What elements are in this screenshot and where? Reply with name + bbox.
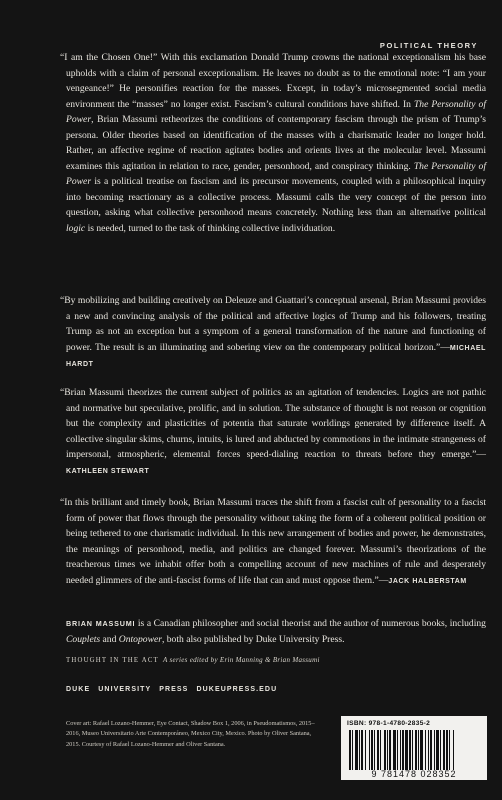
author-bio: BRIAN MASSUMI is a Canadian philosopher and social theorist and the author of numerous books, including Couplets and Ontopower, both also published by Duke University Press. xyxy=(66,618,486,645)
series-line: THOUGHT IN THE ACT A series edited by Erin Manning & Brian Massumi xyxy=(66,656,320,664)
book-title: The Personality of Power xyxy=(66,98,486,125)
quote-attribution: KATHLEEN STEWART xyxy=(66,467,150,475)
endorsement-quote: “By mobilizing and building creatively on Deleuze and Guattari’s conceptual arsenal, Brian Massumi provides a new and convincing analysis of the political and affective logics of Trump and his followers, treating Trump as not an exception but a symptom of a general transformation of the nature and functioning of power. The result is an illuminating and sobering view on the contemporary political horizon.”—MICHAEL HARDT xyxy=(60,295,486,368)
barcode-panel xyxy=(341,716,487,780)
quote-attribution: JACK HALBERSTAM xyxy=(388,577,467,585)
publisher-line: DUKE UNIVERSITY PRESS DUKEUPRESS.EDU xyxy=(66,686,278,693)
endorsement-quote: “Brian Massumi theorizes the current subject of politics as an agitation of tendencies. Logics are not pathic and normative but speculative, prolific, and in solution. The substance of thought is not reason or cognition but the complexity and plasticities of potentia that saturate worldings generated by difference itself. A collective singular skims, churns, intuits, is lured and abducted by commotions in the intimate strangeness of impersonal, atmospheric, elemental forces speed-dialing reaction to threats before they emerge.”—KATHLEEN STEWART xyxy=(60,387,486,475)
endorsement-quote: “In this brilliant and timely book, Brian Massumi traces the shift from a fascist cult of personality to a fascist form of power that flows through the personality without taking the form of a coherent political position or being tethered to one charismatic individual. In this new arrangement of bodies and power, he demonstrates, the meanings of personhood, media, and politics are changed forever. Massumi’s theorizations of the treacherous times we inhabit offer both a compelling account of new machines of rule and desperately needed glimmers of the anti-fascist forms of life that can and must oppose them.”—JACK HALBERSTAM xyxy=(60,497,486,586)
quote-attribution: MICHAEL HARDT xyxy=(66,344,486,368)
description-paragraph: “I am the Chosen One!” With this exclamation Donald Trump crowns the national exceptionalism his base upholds with a claim of personal exceptionalism. He leaves no doubt as to the emotional note: “I am your vengeance!” He personifies reaction for the masses. Except, in today’s microsegmented social media environment the “masses” no longer exist. Fascism’s cultural conditions have shifted. In The Personality of Power, Brian Massumi retheorizes the conditions of contemporary fascism through the prism of Trump’s persona. Older theories based on identification of the masses with a charismatic leader no longer hold. Rather, an affective regime of reaction agitates bodies and orients lives at the molecular level. Massumi examines this agitation in relation to race, gender, personhood, and conspiracy thinking. The Personality of Power is a political treatise on fascism and its precursor movements, coupled with a philosophical inquiry into becoming reactionary as a collective process. Massumi calls the very concept of the person into question, asking what collective personhood means concretely. Nothing less than an alternative political logic is needed, turned to the task of thinking collective individuation. xyxy=(60,52,486,234)
barcode-icon xyxy=(349,730,481,770)
book-description xyxy=(60,50,486,236)
isbn-text: ISBN: 978-1-4780-2835-2 xyxy=(347,720,431,727)
author-name: BRIAN MASSUMI xyxy=(66,619,136,628)
category-label: POLITICAL THEORY xyxy=(379,41,478,50)
cover-credits: Cover art: Rafael Lozano-Hemmer, Eye Contact, Shadow Box 1, 2006, in Pseudomatismos, 2015–2016, Museo Universitario Arte Contemporáneo, Mexico City, Mexico. Photo by Oliver Santana, 2015. Courtesy of Rafael Lozano-Hemmer and Oliver Santana. xyxy=(66,720,315,748)
series-name: THOUGHT IN THE ACT xyxy=(66,657,159,664)
barcode-number: 9 781478 028352 xyxy=(371,769,457,779)
book-title: The Personality of Power xyxy=(66,160,486,187)
